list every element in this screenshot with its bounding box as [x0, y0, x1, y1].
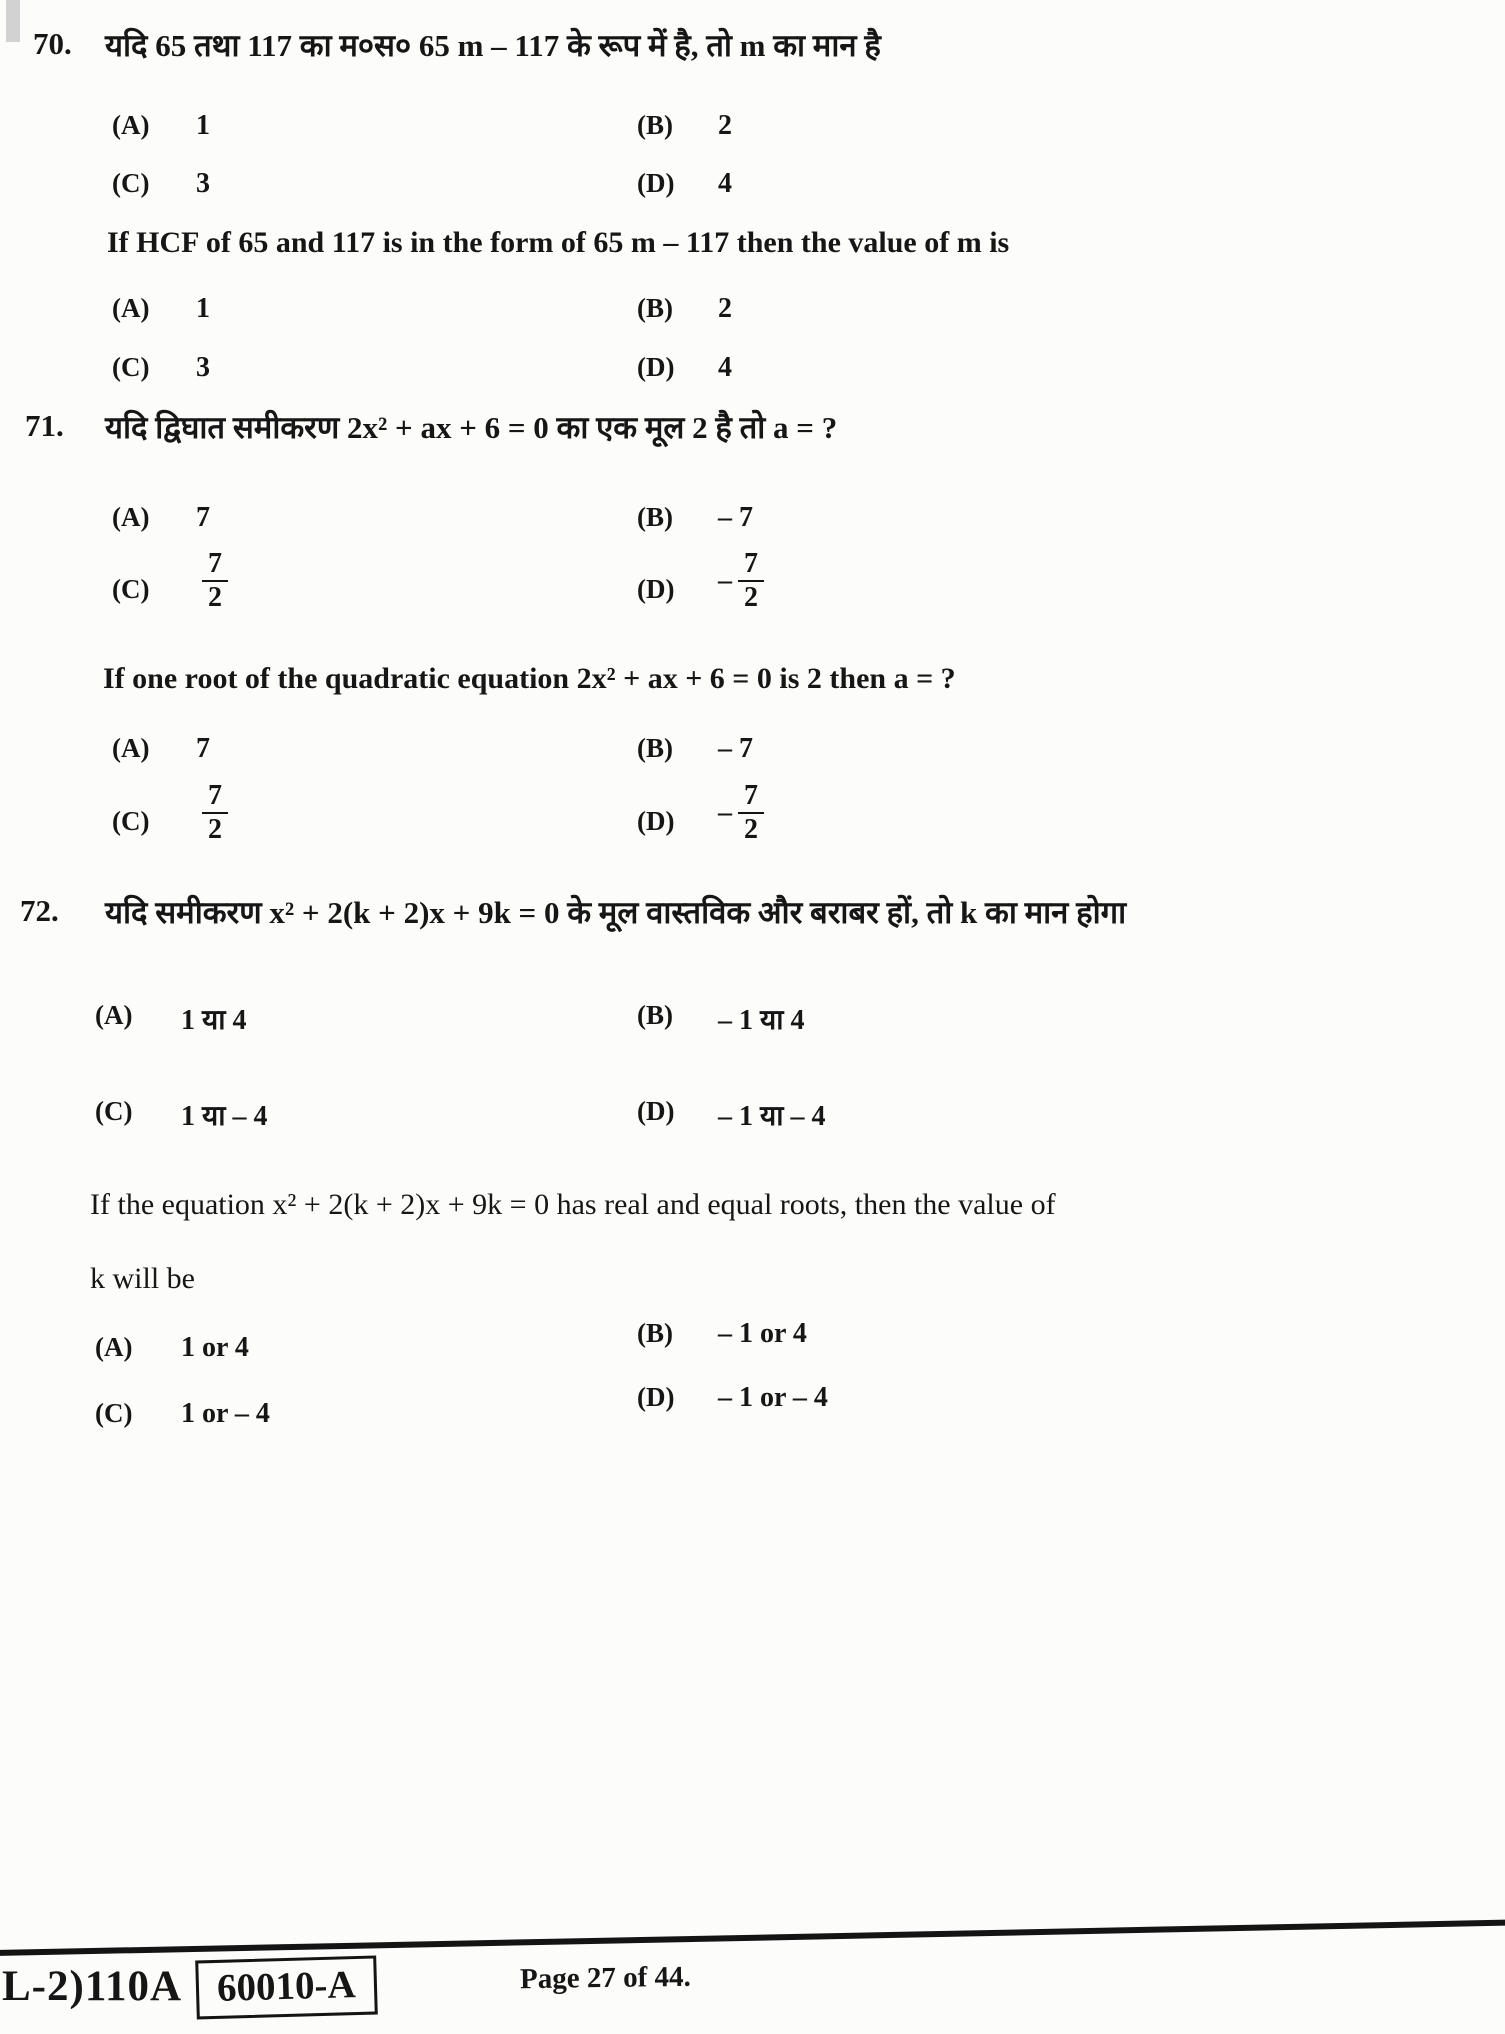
question-text-hindi: यदि समीकरण x² + 2(k + 2)x + 9k = 0 के मूल वास्तविक और बराबर हों, तो k का मान होगा — [105, 895, 1127, 930]
option-b-value: – 7 — [718, 502, 753, 533]
option-b-value: – 7 — [718, 733, 753, 764]
fraction-denominator: 2 — [738, 812, 764, 846]
option-a-value: 1 — [196, 110, 210, 141]
question-text-english-line1: If the equation x² + 2(k + 2)x + 9k = 0 has real and equal roots, then the value of — [90, 1188, 1056, 1221]
footer-booklet-code: L-2)110A — [2, 1963, 182, 2010]
option-d-value: – 1 or – 4 — [718, 1382, 828, 1413]
options-row — [0, 548, 1505, 648]
fraction-denominator: 2 — [738, 580, 764, 614]
option-d-label: (D) — [637, 806, 675, 836]
question-text-english: If HCF of 65 and 117 is in the form of 65 m – 117 then the value of m is — [107, 226, 1010, 259]
option-a-value: 1 या 4 — [181, 1005, 247, 1036]
option-a-value: 7 — [196, 733, 210, 764]
option-b-label: (B) — [637, 1318, 673, 1348]
option-a-label: (A) — [112, 110, 150, 140]
fraction-sign: – — [718, 565, 732, 597]
option-d-value: 4 — [718, 168, 732, 199]
question-number: 70. — [33, 26, 72, 61]
fraction — [202, 780, 228, 846]
fraction-numerator: 7 — [744, 548, 758, 579]
fraction-numerator: 7 — [208, 780, 222, 811]
options-row — [0, 1096, 1505, 1140]
scan-artifact — [6, 0, 20, 42]
fraction-numerator: 7 — [208, 548, 222, 579]
option-c-label: (C) — [95, 1398, 133, 1428]
option-a-label: (A) — [112, 502, 150, 532]
fraction-sign: – — [718, 797, 732, 829]
option-c-label: (C) — [112, 168, 150, 198]
footer-boxed-code: 60010-A — [195, 1955, 377, 2019]
option-c-value: 3 — [196, 168, 210, 199]
options-row — [0, 1382, 1505, 1442]
option-a-label: (A) — [95, 1332, 133, 1362]
option-c-value: 1 or – 4 — [181, 1398, 270, 1429]
option-c-label: (C) — [95, 1096, 133, 1126]
options-row — [0, 502, 1505, 546]
option-d-value — [718, 548, 764, 614]
option-d-value: 4 — [718, 352, 732, 383]
option-d-value — [718, 780, 764, 846]
question-number: 71. — [25, 408, 64, 443]
fraction-numerator: 7 — [744, 780, 758, 811]
option-a-label: (A) — [112, 733, 150, 763]
option-b-value: – 1 or 4 — [718, 1318, 807, 1349]
options-row — [0, 168, 1505, 212]
options-row — [0, 110, 1505, 154]
option-c-label: (C) — [112, 806, 150, 836]
question-text-hindi: यदि 65 तथा 117 का म०स० 65 m – 117 के रूप में है, तो m का मान है — [105, 28, 881, 63]
option-c-value: 3 — [196, 352, 210, 383]
option-c-label: (C) — [112, 574, 150, 604]
option-d-label: (D) — [637, 352, 675, 382]
option-a-label: (A) — [95, 1000, 133, 1030]
option-a-value: 7 — [196, 502, 210, 533]
option-a-label: (A) — [112, 293, 150, 323]
option-b-value: 2 — [718, 293, 732, 324]
option-c-value — [196, 548, 228, 614]
fraction — [738, 548, 764, 614]
option-d-label: (D) — [637, 168, 675, 198]
option-b-label: (B) — [637, 110, 673, 140]
option-b-label: (B) — [637, 293, 673, 323]
footer-divider — [0, 1919, 1505, 1956]
option-a-value: 1 — [196, 293, 210, 324]
option-b-value: – 1 या 4 — [718, 1005, 805, 1036]
option-c-value — [196, 780, 228, 846]
fraction-denominator: 2 — [202, 580, 228, 614]
option-b-label: (B) — [637, 1000, 673, 1030]
fraction — [202, 548, 228, 614]
option-d-value: – 1 या – 4 — [718, 1101, 826, 1132]
fraction-denominator: 2 — [202, 812, 228, 846]
option-d-label: (D) — [637, 1096, 675, 1126]
options-row — [0, 352, 1505, 396]
option-d-label: (D) — [637, 1382, 675, 1412]
option-b-value: 2 — [718, 110, 732, 141]
option-b-label: (B) — [637, 502, 673, 532]
option-a-value: 1 or 4 — [181, 1332, 249, 1363]
fraction — [738, 780, 764, 846]
question-text-hindi: यदि द्विघात समीकरण 2x² + ax + 6 = 0 का एक मूल 2 है तो a = ? — [105, 410, 838, 445]
option-b-label: (B) — [637, 733, 673, 763]
option-d-label: (D) — [637, 574, 675, 604]
options-row — [0, 293, 1505, 337]
options-row — [0, 1318, 1505, 1376]
question-text-english: If one root of the quadratic equation 2x² + ax + 6 = 0 is 2 then a = ? — [103, 662, 956, 695]
question-text-english-line2: k will be — [90, 1262, 195, 1295]
options-row — [0, 733, 1505, 777]
footer-page-number: Page 27 of 44. — [519, 1960, 691, 1996]
options-row — [0, 780, 1505, 880]
question-number: 72. — [20, 893, 59, 928]
option-c-value: 1 या – 4 — [181, 1101, 268, 1132]
options-row — [0, 1000, 1505, 1044]
option-c-label: (C) — [112, 352, 150, 382]
